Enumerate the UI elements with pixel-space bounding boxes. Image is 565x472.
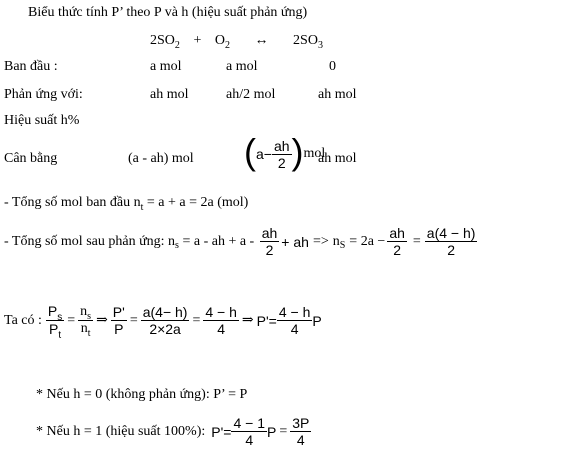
page-title: Biểu thức tính P’ theo P và h (hiệu suất phản ứng) bbox=[28, 5, 308, 20]
open-paren: ( bbox=[244, 131, 256, 172]
after-frac-3: $\frac{a(4 - h)}{2}$ bbox=[426, 225, 476, 258]
ratio-p-frac: $\frac{P_s}{P_t}$ bbox=[47, 303, 63, 341]
ratio-line: Ta có : $\frac{P_s}{P_t}$ = $\frac{n_s}{n_t}$ ⇒ $\frac{P'}{P}$ = $\frac{a(4- h)}{2\times 2a}$ = $\frac{4 - h}{4}$ ⇒ P'= $\frac{4 - h}{4}$ P bbox=[4, 303, 322, 341]
row-equil-label: Cân bằng bbox=[4, 151, 58, 166]
after-arrow: => bbox=[312, 233, 329, 249]
reactant-so2: $2SO_2$ bbox=[150, 33, 180, 51]
ratio-h-frac: $\frac{4 - h}{4}$ bbox=[205, 304, 237, 337]
close-paren: ) bbox=[291, 131, 304, 172]
yield-label: Hiệu suất h% bbox=[4, 113, 80, 128]
after-frac-1: $\frac{ah}{2}$ bbox=[261, 225, 278, 258]
ratio-result-frac: $\frac{4 - h}{4}$ bbox=[278, 304, 311, 337]
row-initial-o2: a mol bbox=[226, 59, 258, 74]
row-react-so3: ah mol bbox=[318, 87, 357, 102]
total-initial: - Tổng số mol ban đầu $n_t = a + a = 2a$ (mol) bbox=[4, 195, 249, 213]
equation bbox=[150, 33, 323, 51]
case1-frac2: $\frac{3P}{4}$ bbox=[292, 415, 310, 448]
after-plus-ah: + ah bbox=[281, 233, 309, 250]
row-initial-so3: 0 bbox=[329, 59, 336, 74]
case-h0: * Nếu h = 0 (không phản ứng): P’ = P bbox=[36, 387, 248, 402]
equil-fraction bbox=[272, 139, 292, 170]
plus-sign: + bbox=[193, 33, 202, 48]
equil-fraction-den: 2 bbox=[277, 154, 286, 171]
equil-fraction-num: ah bbox=[273, 137, 290, 154]
row-react-o2: ah/2 mol bbox=[226, 87, 276, 102]
row-initial-so2: a mol bbox=[150, 59, 182, 74]
ratio-lead: Ta có : bbox=[4, 312, 42, 328]
case1-frac1: $\frac{4 - 1}{4}$ bbox=[233, 415, 265, 448]
ratio-n-frac: $\frac{n_s}{n_t}$ bbox=[80, 304, 92, 339]
row-initial-label: Ban đầu : bbox=[4, 59, 58, 74]
row-react-label: Phản ứng với: bbox=[4, 87, 83, 102]
case-h1: * Nếu h = 1 (hiệu suất 100%): P'= $\frac{4 - 1}{4}$ P = $\frac{3P}{4}$ bbox=[36, 415, 310, 448]
reactant-o2: $O_2$ bbox=[214, 33, 231, 51]
row-equil-so2: (a - ah) mol bbox=[128, 151, 194, 166]
total-after: - Tổng số mol sau phản ứng: n s = a - ah + a - $\frac{ah}{2}$ + ah => n S = 2a − $\frac{ah}{2}$ = $\frac{a(4 - h)}{2}$ bbox=[4, 225, 476, 258]
equil-a: a− bbox=[256, 146, 272, 162]
row-equil-so3: ah mol bbox=[318, 151, 357, 166]
equil-unit: mol bbox=[303, 146, 326, 161]
row-equil-o2 bbox=[244, 131, 326, 172]
ratio-pp-frac: $\frac{P'}{P}$ bbox=[112, 304, 125, 337]
equilibrium-arrow: ↔ bbox=[254, 33, 269, 48]
ratio-big-frac: $\frac{a(4- h)}{2\times 2a}$ bbox=[142, 304, 188, 337]
after-frac-2: $\frac{ah}{2}$ bbox=[389, 225, 405, 258]
product-so3: $2SO_3$ bbox=[293, 33, 323, 51]
row-react-so2: ah mol bbox=[150, 87, 189, 102]
